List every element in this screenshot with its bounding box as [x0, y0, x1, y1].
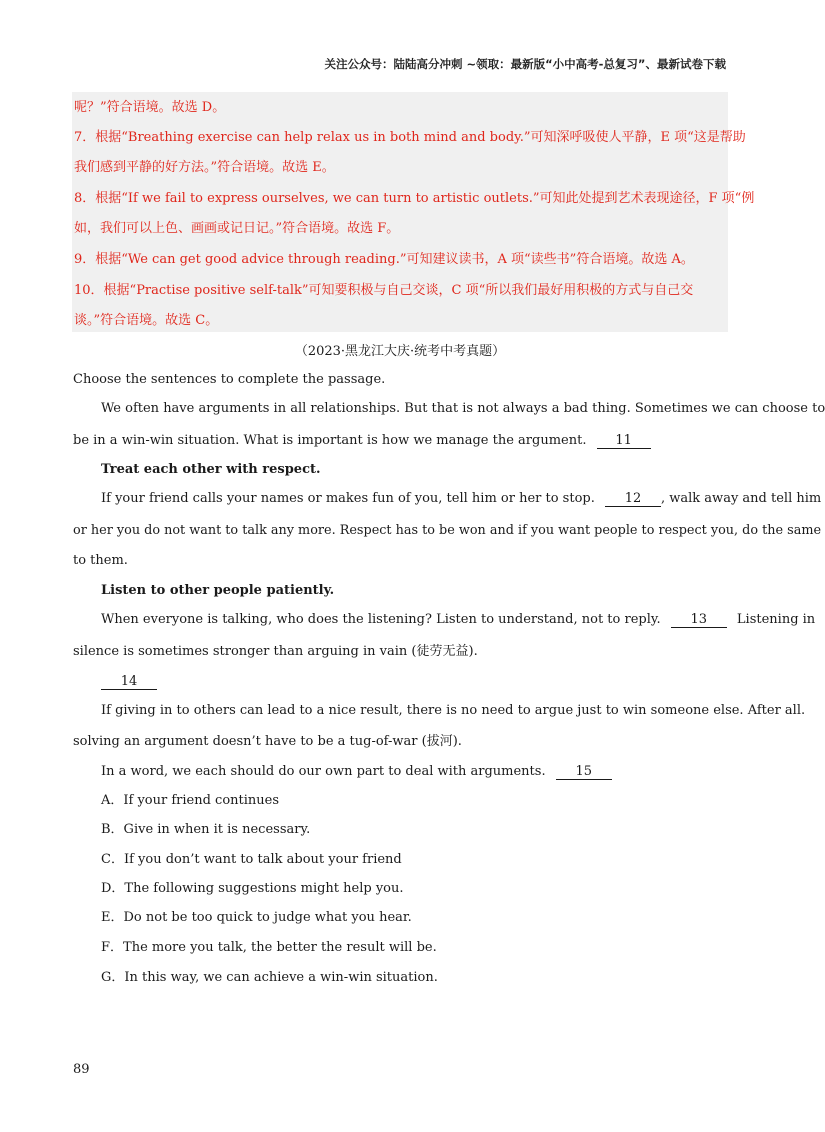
page-number: 89 [73, 1062, 90, 1077]
paragraph-text: be in a win-win situation. What is important is how we manage the argument. [73, 433, 587, 448]
blank-15[interactable]: 15 [556, 764, 612, 780]
paragraph-line [101, 489, 821, 509]
option-a: A．If your friend continues [101, 793, 280, 808]
paragraph-text: If your friend calls your names or makes fun of you, tell him or her to stop. [101, 491, 595, 506]
answer-line: 10．根据“Practise positive self-talk”可知要积极与自己交谈，C 项“所以我们最好用积极的方式与自己交 [74, 283, 694, 298]
option-c: C．If you don’t want to talk about your friend [101, 852, 402, 867]
option-b: B．Give in when it is necessary. [101, 822, 311, 837]
answer-line: 9．根据“We can get good advice through reading.”可知建议读书，A 项“读些书”符合语境。故选 A。 [74, 252, 694, 267]
paragraph-text: Listening in [736, 612, 816, 627]
paragraph-line [101, 672, 157, 692]
paragraph-text: , walk away and tell him [661, 491, 822, 506]
blank-13[interactable]: 13 [671, 612, 727, 628]
paragraph-line: We often have arguments in all relationships. But that is not always a bad thing. Sometimes we can choose to [101, 401, 825, 416]
answer-line: 我们感到平静的好方法。”符合语境。故选 E。 [74, 160, 335, 175]
option-g: G．In this way, we can achieve a win-win situation. [101, 970, 438, 985]
section-heading-listen: Listen to other people patiently. [101, 583, 335, 598]
answer-line: 8．根据“If we fail to express ourselves, we can turn to artistic outlets.”可知此处提到艺术表现途径，F 项“例 [74, 191, 755, 206]
paragraph-line [101, 762, 612, 782]
blank-11[interactable]: 11 [597, 433, 651, 449]
answer-line: 如，我们可以上色、画画或记日记。”符合语境。故选 F。 [74, 221, 400, 236]
paragraph-line: If giving in to others can lead to a nice result, there is no need to argue just to win someone else. After all. [101, 703, 806, 718]
paragraph-line [73, 431, 651, 451]
paragraph-line: to them. [73, 553, 128, 568]
paragraph-line: solving an argument doesn’t have to be a tug-of-war (拔河). [73, 734, 462, 749]
blank-12[interactable]: 12 [605, 491, 661, 507]
option-d: D．The following suggestions might help you. [101, 881, 404, 896]
question-source: （2023·黑龙江大庆·统考中考真题） [294, 344, 506, 359]
option-f: F．The more you talk, the better the result will be. [101, 940, 437, 955]
paragraph-line: or her you do not want to talk any more. Respect has to be won and if you want people to respect you, do the same [73, 523, 822, 538]
instruction: Choose the sentences to complete the passage. [73, 372, 386, 387]
answer-line: 7．根据“Breathing exercise can help relax us in both mind and body.”可知深呼吸使人平静，E 项“这是帮助 [74, 130, 746, 145]
answer-line: 谈。”符合语境。故选 C。 [74, 313, 219, 328]
paragraph-line: silence is sometimes stronger than arguing in vain (徒劳无益). [73, 644, 478, 659]
page-header: 关注公众号：陆陆高分冲刺 ~领取：最新版“小中高考-总复习”、最新试卷下载 [324, 57, 726, 71]
answer-line: 呢？”符合语境。故选 D。 [74, 100, 226, 115]
paragraph-line [101, 610, 815, 630]
paragraph-text: In a word, we each should do our own part to deal with arguments. [101, 764, 546, 779]
blank-14[interactable]: 14 [101, 674, 157, 690]
paragraph-text: When everyone is talking, who does the listening? Listen to understand, not to reply. [101, 612, 661, 627]
section-heading-respect: Treat each other with respect. [101, 462, 321, 477]
option-e: E．Do not be too quick to judge what you hear. [101, 910, 412, 925]
